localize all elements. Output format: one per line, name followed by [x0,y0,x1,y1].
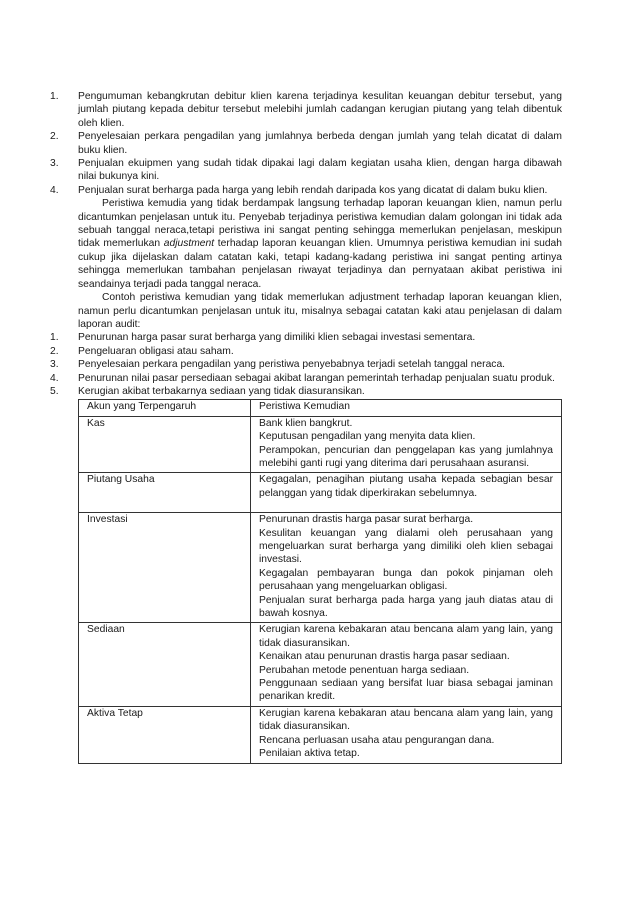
list-item [50,358,562,371]
event-line: Perampokan, pencurian dan penggelapan kas yang jumlahnya melebihi ganti rugi yang diterima dari perusahaan asuransi. [259,444,553,469]
event-line: Rencana perluasan usaha atau pengurangan dana. [259,734,495,746]
list-text: Penyelesaian perkara pengadilan yang jumlahnya berbeda dengan jumlah yang telah dicatat di dalam buku klien. [78,131,562,156]
events-cell [251,706,562,763]
list-text: Pengumuman kebangkrutan debitur klien karena terjadinya kesulitan keuangan debitur tersebut, yang jumlah piutang kepada debitur tersebut melebihi jumlah cadangan kerugian piutang yang telah dibentuk oleh klien. [78,91,562,129]
table-row [79,623,562,706]
paragraph-italic-term: adjustment [163,238,215,250]
list-item [50,372,562,385]
list-text: Penurunan nilai pasar persediaan sebagai akibat larangan pemerintah terhadap penjualan suatu produk. [78,372,555,384]
table-header-row [79,400,562,416]
list-item [50,90,562,130]
table-row [79,416,562,473]
event-line: Penilaian aktiva tetap. [259,748,360,760]
events-cell [251,623,562,706]
table-row [79,473,562,513]
event-line: Kesulitan keuangan yang dialami oleh perusahaan yang mengeluarkan surat berharga yang dimiliki oleh klien sebagai investasi. [259,527,553,566]
list-number: 3. [50,158,59,170]
list-text: Pengeluaran obligasi atau saham. [78,345,234,357]
subsequent-events-table [78,399,562,763]
account-cell: Piutang Usaha [79,473,251,513]
list-number: 1. [50,332,59,344]
event-line: Penggunaan sediaan yang bersifat luar biasa sebagai jaminan penarikan kredit. [259,678,553,703]
document-page [50,90,562,764]
account-cell: Aktiva Tetap [79,706,251,763]
events-cell [251,513,562,623]
account-cell: Kas [79,416,251,473]
list-number: 2. [50,131,59,143]
account-cell: Sediaan [79,623,251,706]
account-cell: Investasi [79,513,251,623]
list-number: 3. [50,359,59,371]
list-number: 1. [50,91,59,102]
paragraph-subsequent-events [50,197,562,291]
event-line: Kegagalan pembayaran bunga dan pokok pinjaman oleh perusahaan yang mengeluarkan obligasi. [259,567,553,593]
list-number: 2. [50,345,59,357]
list-text: Penurunan harga pasar surat berharga yang dimiliki klien sebagai investasi sementara. [78,332,476,344]
event-line: Keputusan pengadilan yang menyita data klien. [259,431,476,443]
numbered-list-a [50,90,562,197]
event-line: Kerugian karena kebakaran atau bencana alam yang lain, yang tidak diasuransikan. [259,624,553,649]
table-row [79,513,562,623]
column-header-account: Akun yang Terpengaruh [79,400,251,416]
events-cell [251,473,562,513]
list-text: Kerugian akibat terbakarnya sediaan yang tidak diasuransikan. [78,385,365,397]
event-line: Bank klien bangkrut. [259,417,353,429]
list-number: 4. [50,372,59,384]
list-item [50,130,562,157]
event-line: Kegagalan, penagihan piutang usaha kepada sebagian besar pelanggan yang tidak diperkirakan sebelumnya. [259,474,553,499]
events-cell [251,416,562,473]
list-item [50,184,562,197]
paragraph-text-end: terhadap laporan keuangan klien. Umumnya peristiwa kemudian ini sudah cukup jika dijelaskan dalam catatan kaki, tetapi kadang-kadang peristiwa ini sangat penting artinya sehingga memerlukan tambahan penjelasan riwayat terjadinya dan pernyataan akibat peristiwa ini seandainya terjadi pada tanggal neraca. [78,238,562,290]
event-line: Perubahan metode penentuan harga sediaan. [259,664,470,676]
list-number: 5. [50,385,59,397]
event-line: Penurunan drastis harga pasar surat berharga. [259,514,474,526]
list-text: Penyelesaian perkara pengadilan yang peristiwa penyebabnya terjadi setelah tanggal neraca. [78,359,506,371]
list-number: 4. [50,184,59,196]
event-line: Kerugian karena kebakaran atau bencana alam yang lain, yang tidak diasuransikan. [259,707,553,733]
event-line: Kenaikan atau penurunan drastis harga pasar sediaan. [259,651,510,663]
event-line: Penjualan surat berharga pada harga yang jauh diatas atau di bawah kosnya. [259,594,553,620]
table-row [79,706,562,763]
list-item [50,345,562,358]
list-item [50,385,562,398]
list-item [50,157,562,184]
paragraph-examples-intro: Contoh peristiwa kemudian yang tidak memerlukan adjustment terhadap laporan keuangan klien, namun perlu dicantumkan penjelasan untuk itu, misalnya sebagai catatan kaki atau penjelasan di dalam laporan audit: [78,292,562,330]
column-header-event: Peristiwa Kemudian [251,400,562,416]
list-item [50,331,562,344]
numbered-list-b [50,331,562,398]
paragraph-text-start: Peristiwa kemudia yang tidak berdampak langsung terhadap laporan keuangan klien, namun perlu dicantumkan penjelasan untuk itu. Penyebab terjadinya peristiwa kemudian dalam golongan ini tidak ada sebuah tanggal neraca,tetapi peristiwa ini sangat penting sehingga memerlukan penjelasan, meskipun tidak memerlukan [78,198,562,250]
list-text: Penjualan surat berharga pada harga yang lebih rendah daripada kos yang dicatat di dalam buku klien. [78,184,548,196]
list-text: Penjualan ekuipmen yang sudah tidak dipakai lagi dalam kegiatan usaha klien, dengan harga dibawah nilai bukunya kini. [78,158,562,183]
